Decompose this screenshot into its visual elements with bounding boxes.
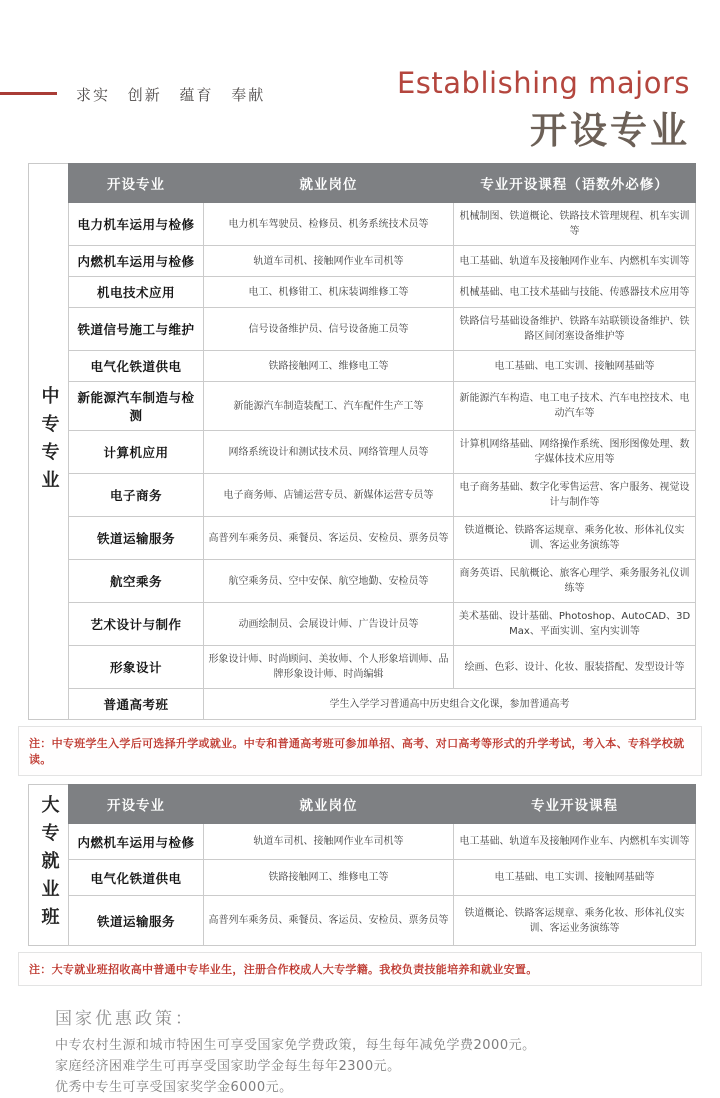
table-header-row bbox=[69, 164, 696, 203]
cell-jobs: 新能源汽车制造装配工、汽车配件生产工等 bbox=[204, 382, 454, 431]
cell-jobs: 形象设计师、时尚顾问、美妆师、个人形象培训师、品牌形象设计师、时尚编辑 bbox=[204, 646, 454, 689]
cell-courses: 电工基础、电工实训、接触网基础等 bbox=[454, 351, 696, 382]
cell-jobs: 信号设备维护员、信号设备施工员等 bbox=[204, 308, 454, 351]
cell-courses: 新能源汽车构造、电工电子技术、汽车电控技术、电动汽车等 bbox=[454, 382, 696, 431]
policy-title: 国家优惠政策： bbox=[55, 1009, 195, 1029]
majors-table-dazhuan bbox=[68, 784, 696, 946]
cell-jobs: 铁路接触网工、维修电工等 bbox=[204, 351, 454, 382]
table-row bbox=[69, 277, 696, 308]
table-row bbox=[69, 246, 696, 277]
college-employment-section bbox=[28, 784, 695, 946]
cell-courses: 商务英语、民航概论、旅客心理学、乘务服务礼仪训练等 bbox=[454, 560, 696, 603]
cell-jobs: 航空乘务员、空中安保、航空地勤、安检员等 bbox=[204, 560, 454, 603]
page-header bbox=[0, 0, 720, 163]
title-english: Establishing majors bbox=[396, 66, 690, 100]
cell-courses: 美术基础、设计基础、Photoshop、AutoCAD、3D Max、平面实训、室内实训等 bbox=[454, 603, 696, 646]
cell-major: 电子商务 bbox=[69, 474, 204, 517]
cell-major: 艺术设计与制作 bbox=[69, 603, 204, 646]
cell-major: 新能源汽车制造与检测 bbox=[69, 382, 204, 431]
table-row bbox=[69, 474, 696, 517]
cell-courses: 电子商务基础、数字化零售运营、客户服务、视觉设计与制作等 bbox=[454, 474, 696, 517]
cell-jobs: 轨道车司机、接触网作业车司机等 bbox=[204, 824, 454, 860]
cell-jobs: 动画绘制员、会展设计师、广告设计员等 bbox=[204, 603, 454, 646]
cell-courses: 电工基础、轨道车及接触网作业车、内燃机车实训等 bbox=[454, 824, 696, 860]
col-header-jobs: 就业岗位 bbox=[204, 164, 454, 203]
page-title: 开设专业 bbox=[530, 109, 690, 152]
cell-major: 铁道运输服务 bbox=[69, 517, 204, 560]
cell-major: 铁道信号施工与维护 bbox=[69, 308, 204, 351]
cell-jobs: 电子商务师、店铺运营专员、新媒体运营专员等 bbox=[204, 474, 454, 517]
cell-jobs: 轨道车司机、接触网作业车司机等 bbox=[204, 246, 454, 277]
cell-courses: 机械制图、铁道概论、铁路技术管理规程、机车实训等 bbox=[454, 203, 696, 246]
cell-major: 内燃机车运用与检修 bbox=[69, 824, 204, 860]
accent-line bbox=[0, 92, 57, 95]
table-row-merged bbox=[69, 689, 696, 720]
policy-line: 家庭经济困难学生可再享受国家助学金每生每年2300元。 bbox=[55, 1058, 401, 1074]
table-row bbox=[69, 382, 696, 431]
table-row bbox=[69, 896, 696, 946]
majors-table-zhongzhuan bbox=[68, 163, 696, 720]
cell-courses: 铁道概论、铁路客运规章、乘务化妆、形体礼仪实训、客运业务演练等 bbox=[454, 517, 696, 560]
cell-major: 铁道运输服务 bbox=[69, 896, 204, 946]
table-row bbox=[69, 824, 696, 860]
table-header-row bbox=[69, 785, 696, 824]
cell-jobs: 电工、机修钳工、机床装调维修工等 bbox=[204, 277, 454, 308]
col-header-courses: 专业开设课程 bbox=[454, 785, 696, 824]
cell-courses: 电工基础、轨道车及接触网作业车、内燃机车实训等 bbox=[454, 246, 696, 277]
policy-line: 优秀中专生可享受国家奖学金6000元。 bbox=[55, 1079, 293, 1095]
cell-major: 计算机应用 bbox=[69, 431, 204, 474]
cell-courses: 绘画、色彩、设计、化妆、服装搭配、发型设计等 bbox=[454, 646, 696, 689]
cell-jobs: 高普列车乘务员、乘餐员、客运员、安检员、票务员等 bbox=[204, 896, 454, 946]
cell-major: 航空乘务 bbox=[69, 560, 204, 603]
table-row bbox=[69, 351, 696, 382]
table-row bbox=[69, 646, 696, 689]
table-row bbox=[69, 860, 696, 896]
side-label-zhongzhuan: 中专专业 bbox=[28, 163, 68, 720]
table-row bbox=[69, 308, 696, 351]
cell-major: 机电技术应用 bbox=[69, 277, 204, 308]
cell-courses: 铁道概论、铁路客运规章、乘务化妆、形体礼仪实训、客运业务演练等 bbox=[454, 896, 696, 946]
table-row bbox=[69, 560, 696, 603]
cell-courses: 铁路信号基础设备维护、铁路车站联锁设备维护、铁路区间闭塞设备维护等 bbox=[454, 308, 696, 351]
cell-major: 形象设计 bbox=[69, 646, 204, 689]
cell-jobs: 电力机车驾驶员、检修员、机务系统技术员等 bbox=[204, 203, 454, 246]
cell-courses: 电工基础、电工实训、接触网基础等 bbox=[454, 860, 696, 896]
cell-courses: 计算机网络基础、网络操作系统、图形图像处理、数字媒体技术应用等 bbox=[454, 431, 696, 474]
table-row bbox=[69, 203, 696, 246]
secondary-vocational-section bbox=[28, 163, 695, 720]
table-row bbox=[69, 431, 696, 474]
col-header-major: 开设专业 bbox=[69, 164, 204, 203]
cell-major: 电气化铁道供电 bbox=[69, 351, 204, 382]
policy-line: 中专农村生源和城市特困生可享受国家免学费政策，每生每年减免学费2000元。 bbox=[55, 1038, 536, 1053]
national-policy-section bbox=[55, 1004, 720, 1098]
school-motto: 求实 创新 蕴育 奉献 bbox=[76, 86, 266, 104]
col-header-major: 开设专业 bbox=[69, 785, 204, 824]
cell-major: 内燃机车运用与检修 bbox=[69, 246, 204, 277]
col-header-courses: 专业开设课程（语数外必修） bbox=[454, 164, 696, 203]
table-row bbox=[69, 517, 696, 560]
note-zhongzhuan: 注：中专班学生入学后可选择升学或就业。中专和普通高考班可参加单招、高考、对口高考等形式的升学考试，考入本、专科学校就读。 bbox=[18, 726, 702, 776]
table-row bbox=[69, 603, 696, 646]
cell-major: 电气化铁道供电 bbox=[69, 860, 204, 896]
col-header-jobs: 就业岗位 bbox=[204, 785, 454, 824]
cell-merged-content: 学生入学学习普通高中历史组合文化课，参加普通高考 bbox=[204, 689, 696, 720]
side-label-dazhuan: 大专就业班 bbox=[28, 784, 68, 946]
cell-jobs: 高普列车乘务员、乘餐员、客运员、安检员、票务员等 bbox=[204, 517, 454, 560]
cell-courses: 机械基础、电工技术基础与技能、传感器技术应用等 bbox=[454, 277, 696, 308]
cell-jobs: 铁路接触网工、维修电工等 bbox=[204, 860, 454, 896]
cell-jobs: 网络系统设计和测试技术员、网络管理人员等 bbox=[204, 431, 454, 474]
note-dazhuan: 注：大专就业班招收高中普通中专毕业生，注册合作校成人大专学籍。我校负责技能培养和就业安置。 bbox=[18, 952, 702, 986]
cell-major: 电力机车运用与检修 bbox=[69, 203, 204, 246]
cell-major: 普通高考班 bbox=[69, 689, 204, 720]
